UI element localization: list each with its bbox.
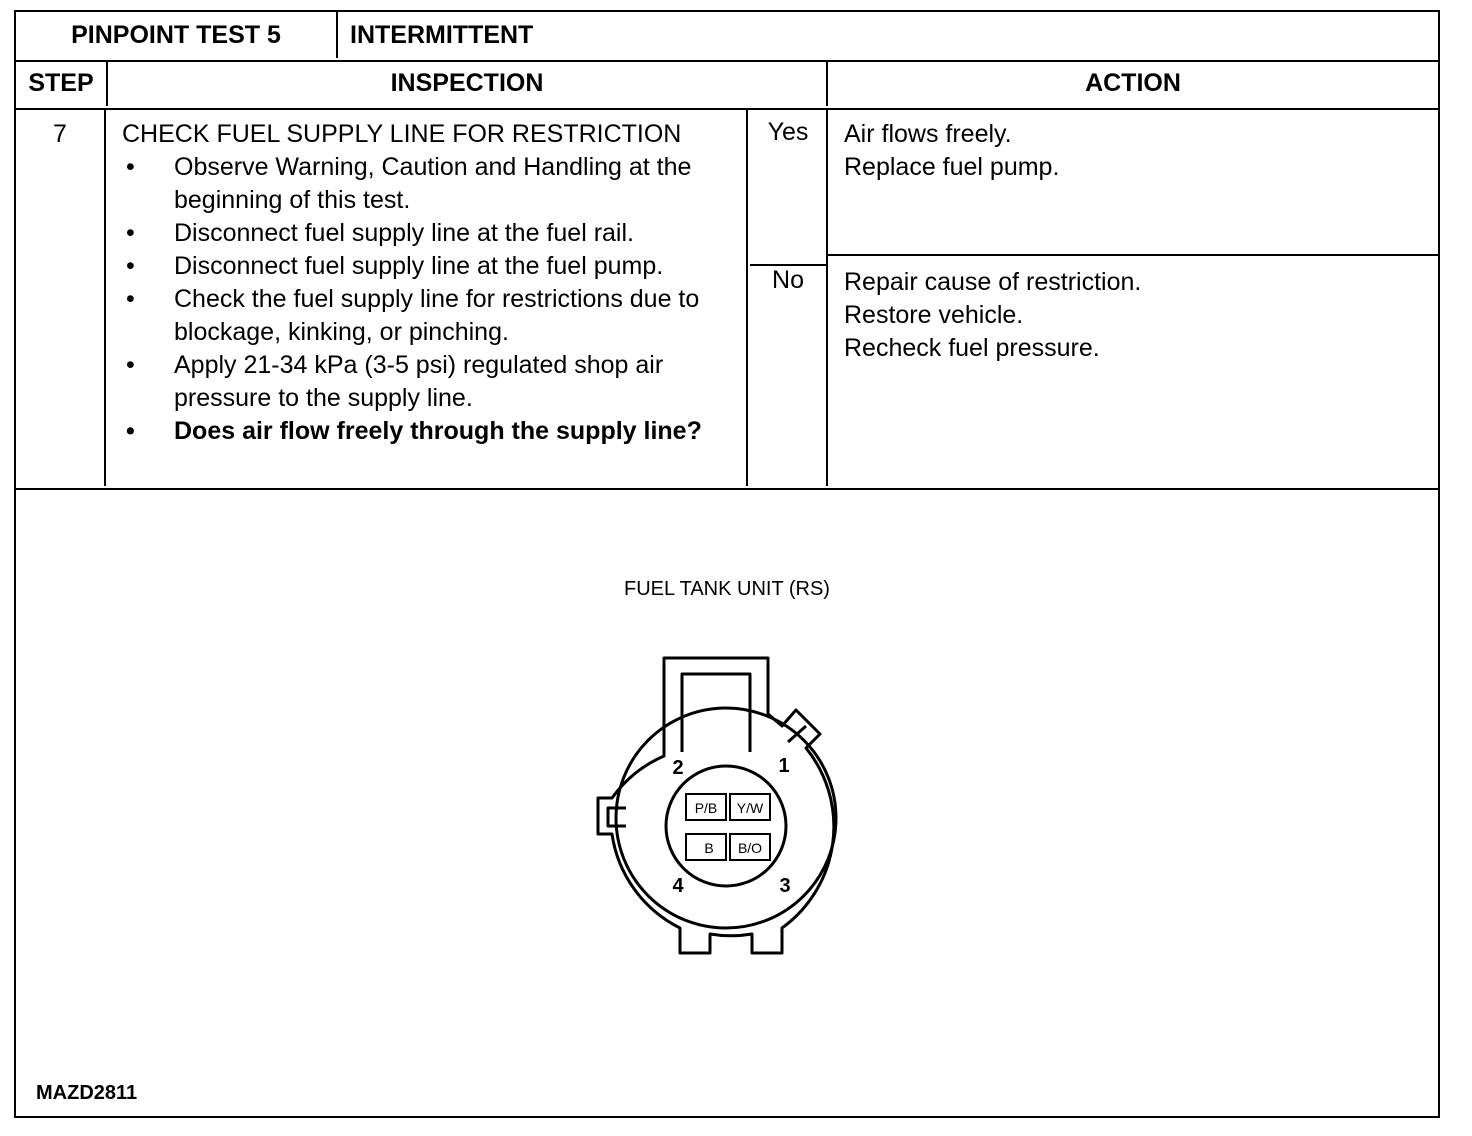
action-column <box>828 108 1438 486</box>
action-line: Replace fuel pump. <box>844 153 1060 181</box>
bullet-icon: • <box>126 417 135 445</box>
inspection-item: • Observe Warning, Caution and Handling at the beginning of this test. <box>126 153 692 214</box>
inspection-title: CHECK FUEL SUPPLY LINE FOR RESTRICTION <box>122 120 682 148</box>
wire-label: B <box>704 840 714 856</box>
pin-number: 1 <box>778 755 790 777</box>
bullet-icon: • <box>126 351 135 379</box>
inspection-item: • Disconnect fuel supply line at the fuel rail. <box>122 217 746 250</box>
answer-yes: Yes <box>750 108 826 266</box>
step-row <box>16 108 1438 490</box>
column-inspection: INSPECTION <box>108 60 828 106</box>
bullet-icon: • <box>126 153 135 181</box>
figure-code: MAZD2811 <box>36 1082 138 1104</box>
inspection-question: • Does air flow freely through the supply line? <box>122 415 746 448</box>
bullet-icon: • <box>126 219 135 247</box>
contact-face <box>666 766 786 886</box>
action-no <box>828 256 1438 365</box>
test-id: PINPOINT TEST 5 <box>16 12 338 58</box>
connector-diagram <box>576 648 866 968</box>
wire-label: B/O <box>737 840 763 856</box>
answer-no: No <box>772 266 804 294</box>
step-number: 7 <box>16 108 106 486</box>
inspection-item: • Check the fuel supply line for restrictions due to blockage, kinking, or pinching. <box>126 285 700 346</box>
pin-number: 2 <box>672 757 684 779</box>
action-line: Recheck fuel pressure. <box>844 334 1100 362</box>
bullet-icon: • <box>126 285 135 313</box>
column-action: ACTION <box>1085 69 1181 97</box>
column-headers <box>16 60 1438 110</box>
column-step: STEP <box>16 60 108 106</box>
action-yes <box>828 108 1438 256</box>
test-title: INTERMITTENT <box>350 21 534 49</box>
action-line: Air flows freely. <box>844 120 1012 148</box>
answer-column <box>750 108 828 486</box>
bullet-icon: • <box>126 252 135 280</box>
inspection-list <box>122 151 746 448</box>
inspection-item: • Disconnect fuel supply line at the fuel pump. <box>122 250 746 283</box>
inspection-item: • Apply 21-34 kPa (3-5 psi) regulated shop air pressure to the supply line. <box>126 351 664 412</box>
action-line: Restore vehicle. <box>844 301 1024 329</box>
wire-label: Y/W <box>736 800 764 816</box>
pin-number: 3 <box>779 875 791 897</box>
action-line: Repair cause of restriction. <box>844 268 1142 296</box>
pinpoint-test-sheet <box>14 10 1440 1118</box>
figure-title: FUEL TANK UNIT (RS) <box>624 578 830 600</box>
test-header <box>16 12 1438 62</box>
pin-number: 4 <box>672 875 684 897</box>
wire-label: P/B <box>694 800 718 816</box>
inspection-cell <box>108 108 748 486</box>
